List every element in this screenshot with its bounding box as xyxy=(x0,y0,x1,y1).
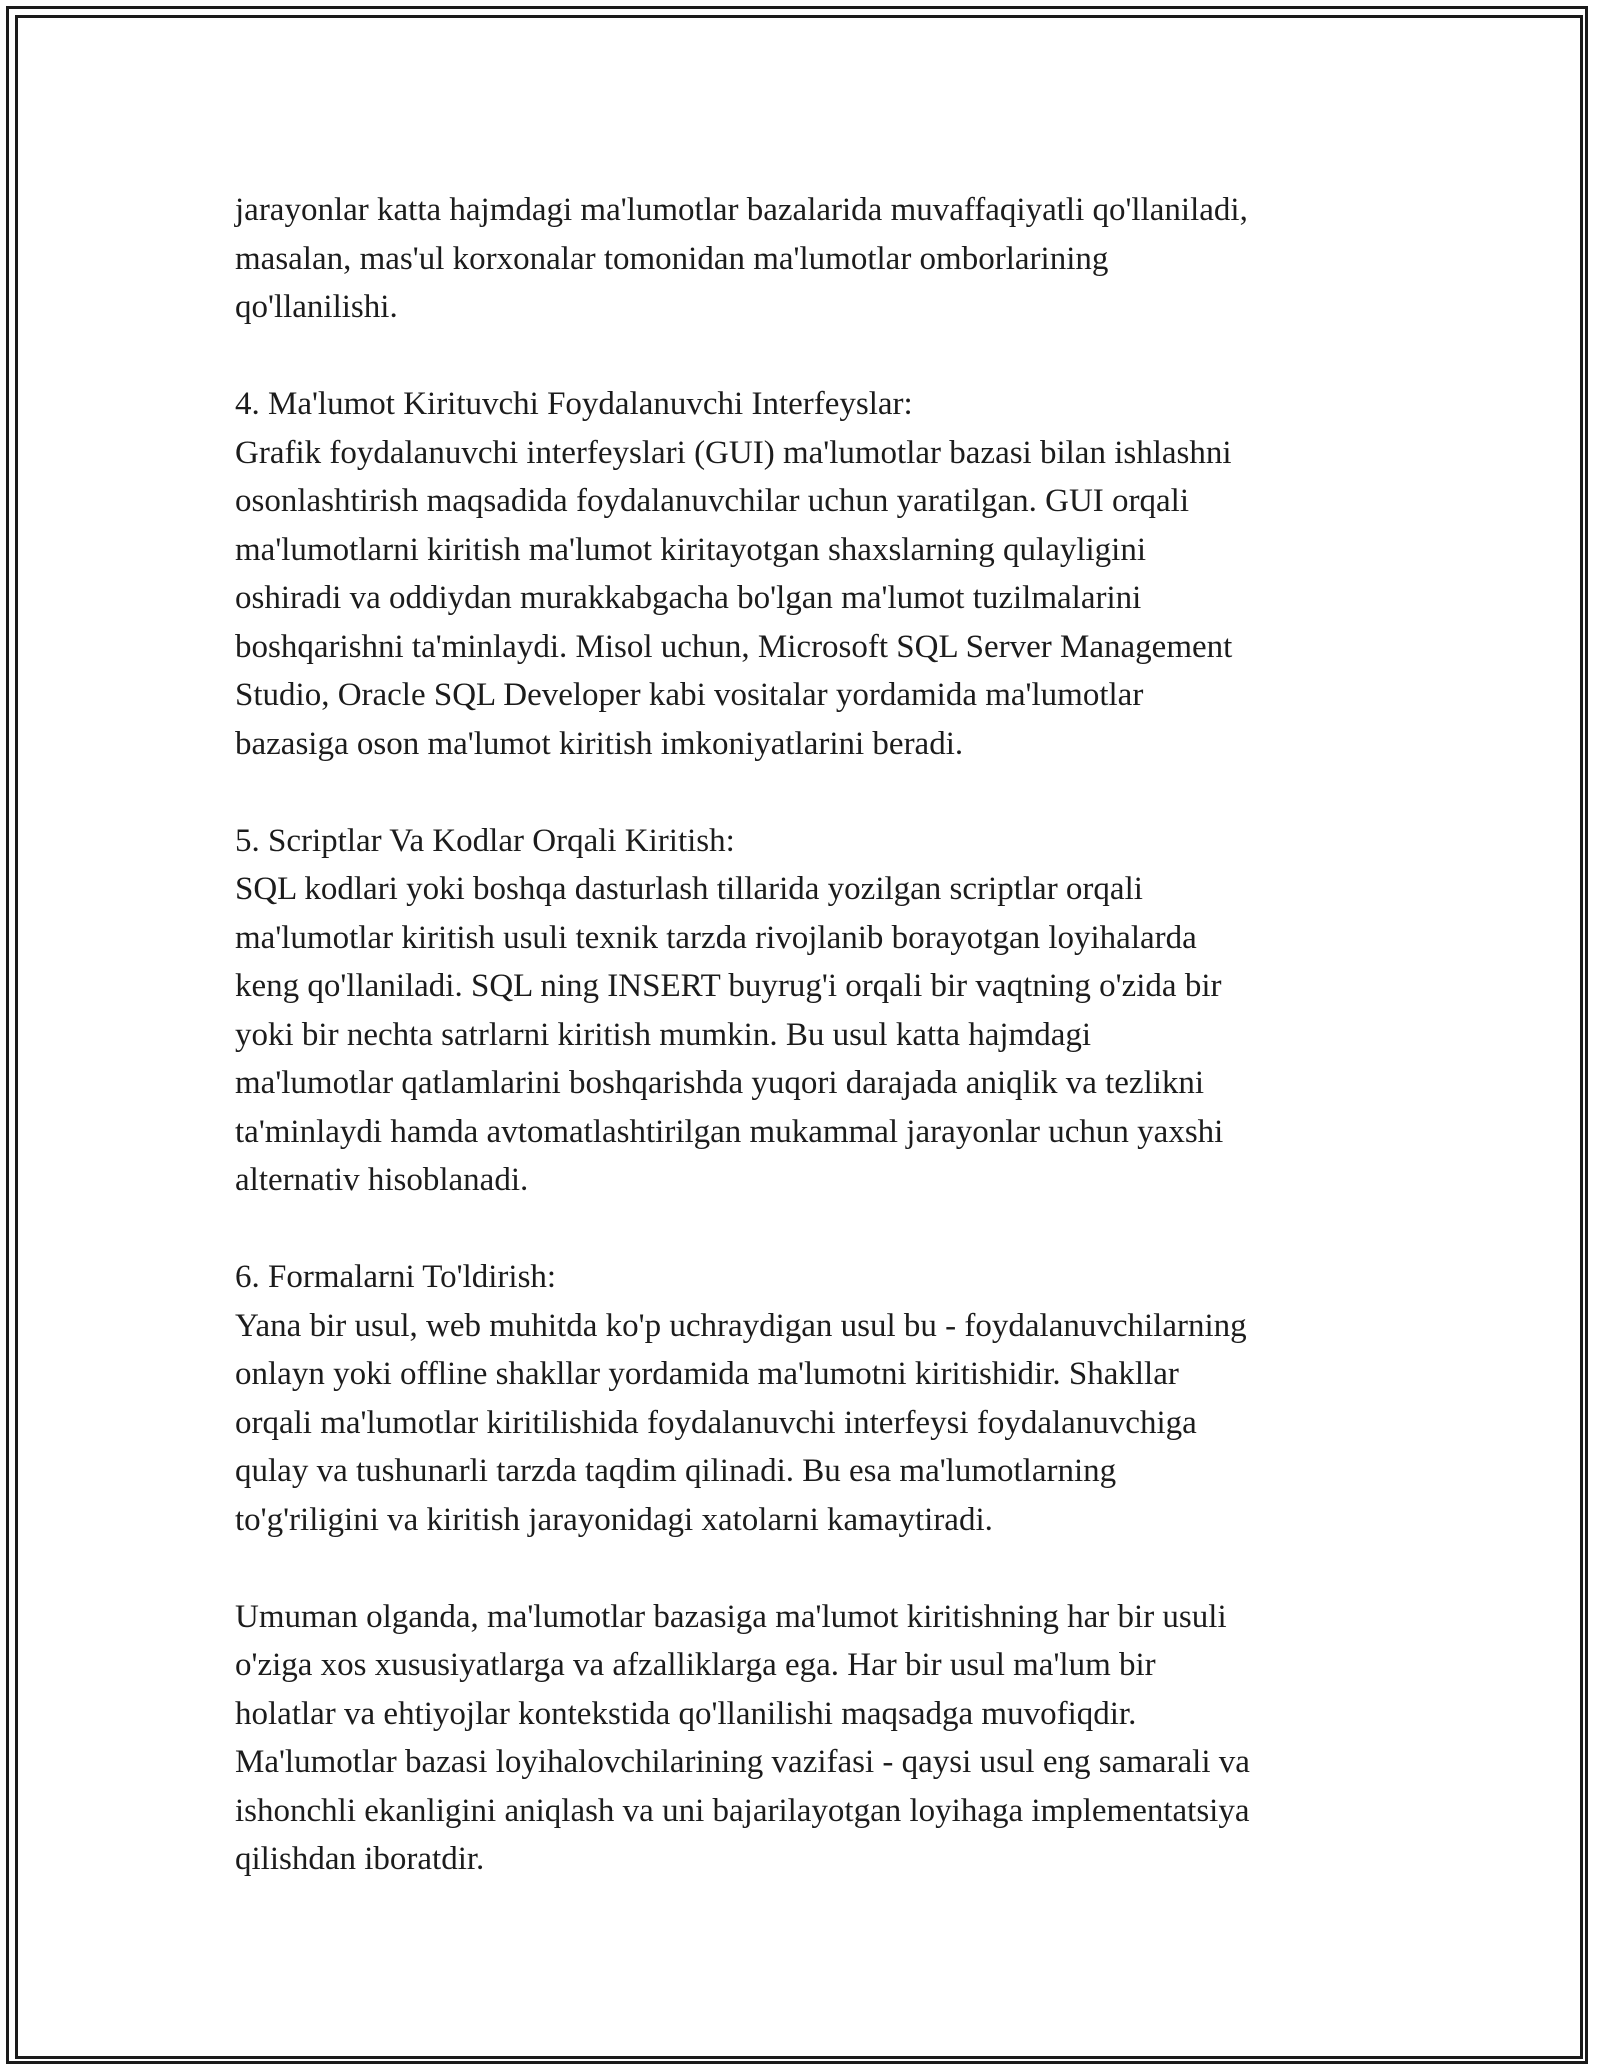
text-line: ishonchli ekanligini aniqlash va uni bajarilayotgan loyihaga implementatsiya xyxy=(235,1792,1250,1829)
text-line: boshqarishni ta'minlaydi. Misol uchun, Microsoft SQL Server Management xyxy=(235,628,1233,665)
text-line: to'g'riligini va kiritish jarayonidagi xatolarni kamaytiradi. xyxy=(235,1501,993,1538)
text-line: yoki bir nechta satrlarni kiritish mumkin. Bu usul katta hajmdagi xyxy=(235,1016,1092,1053)
text-line: Studio, Oracle SQL Developer kabi vositalar yordamida ma'lumotlar xyxy=(235,677,1144,713)
text-line: onlayn yoki offline shakllar yordamida ma'lumotni kiritishidir. Shakllar xyxy=(235,1356,1179,1392)
text-line: bazasiga oson ma'lumot kiritish imkoniyatlarini beradi. xyxy=(235,725,964,762)
paragraph-conclusion xyxy=(235,1593,1395,1884)
text-line: qulay va tushunarli tarzda taqdim qilinadi. Bu esa ma'lumotlarning xyxy=(235,1453,1117,1489)
paragraph-section-6 xyxy=(235,1253,1395,1544)
text-line: Ma'lumotlar bazasi loyihalovchilarining vazifasi - qaysi usul eng samarali va xyxy=(235,1744,1250,1780)
section-heading: 4. Ma'lumot Kirituvchi Foydalanuvchi Interfeyslar: xyxy=(235,386,913,422)
text-line: qo'llanilishi. xyxy=(235,289,398,325)
paragraph-section-5 xyxy=(235,817,1395,1205)
text-line: o'ziga xos xususiyatlarga va afzalliklarga ega. Har bir usul ma'lum bir xyxy=(235,1647,1156,1683)
text-line: jarayonlar katta hajmdagi ma'lumotlar bazalarida muvaffaqiyatli qo'llaniladi, xyxy=(235,192,1248,228)
text-line: ma'lumotlar qatlamlarini boshqarishda yuqori darajada aniqlik va tezlikni xyxy=(235,1065,1205,1101)
text-line: qilishdan iboratdir. xyxy=(235,1841,485,1877)
text-line: ma'lumotlar kiritish usuli texnik tarzda rivojlanib borayotgan loyihalarda xyxy=(235,919,1197,956)
text-line: keng qo'llaniladi. SQL ning INSERT buyrug'i orqali bir vaqtning o'zida bir xyxy=(235,968,1222,1004)
text-line: ta'minlaydi hamda avtomatlashtirilgan mukammal jarayonlar uchun yaxshi xyxy=(235,1113,1224,1150)
text-line: masalan, mas'ul korxonalar tomonidan ma'lumotlar omborlarining xyxy=(235,240,1109,277)
text-line: holatlar va ehtiyojlar kontekstida qo'llanilishi maqsadga muvofiqdir. xyxy=(235,1695,1137,1732)
section-heading: 6. Formalarni To'ldirish: xyxy=(235,1259,557,1295)
text-line: Grafik foydalanuvchi interfeyslari (GUI) ma'lumotlar bazasi bilan ishlashni xyxy=(235,434,1232,471)
document-body xyxy=(235,186,1395,1884)
text-line: Yana bir usul, web muhitda ko'p uchraydigan usul bu - foydalanuvchilarning xyxy=(235,1307,1247,1344)
text-line: oshiradi va oddiydan murakkabgacha bo'lgan ma'lumot tuzilmalarini xyxy=(235,580,1142,616)
text-line: SQL kodlari yoki boshqa dasturlash tillarida yozilgan scriptlar orqali xyxy=(235,871,1143,907)
paragraph-section-4 xyxy=(235,380,1395,768)
text-line: alternativ hisoblanadi. xyxy=(235,1162,529,1198)
text-line: orqali ma'lumotlar kiritilishida foydalanuvchi interfeysi foydalanuvchiga xyxy=(235,1404,1197,1441)
text-line: ma'lumotlarni kiritish ma'lumot kiritayotgan shaxslarning qulayligini xyxy=(235,531,1147,568)
section-heading: 5. Scriptlar Va Kodlar Orqali Kiritish: xyxy=(235,822,735,859)
text-line: Umuman olganda, ma'lumotlar bazasiga ma'lumot kiritishning har bir usuli xyxy=(235,1598,1227,1635)
paragraph-intro-continuation xyxy=(235,186,1395,332)
text-line: osonlashtirish maqsadida foydalanuvchilar uchun yaratilgan. GUI orqali xyxy=(235,483,1189,519)
